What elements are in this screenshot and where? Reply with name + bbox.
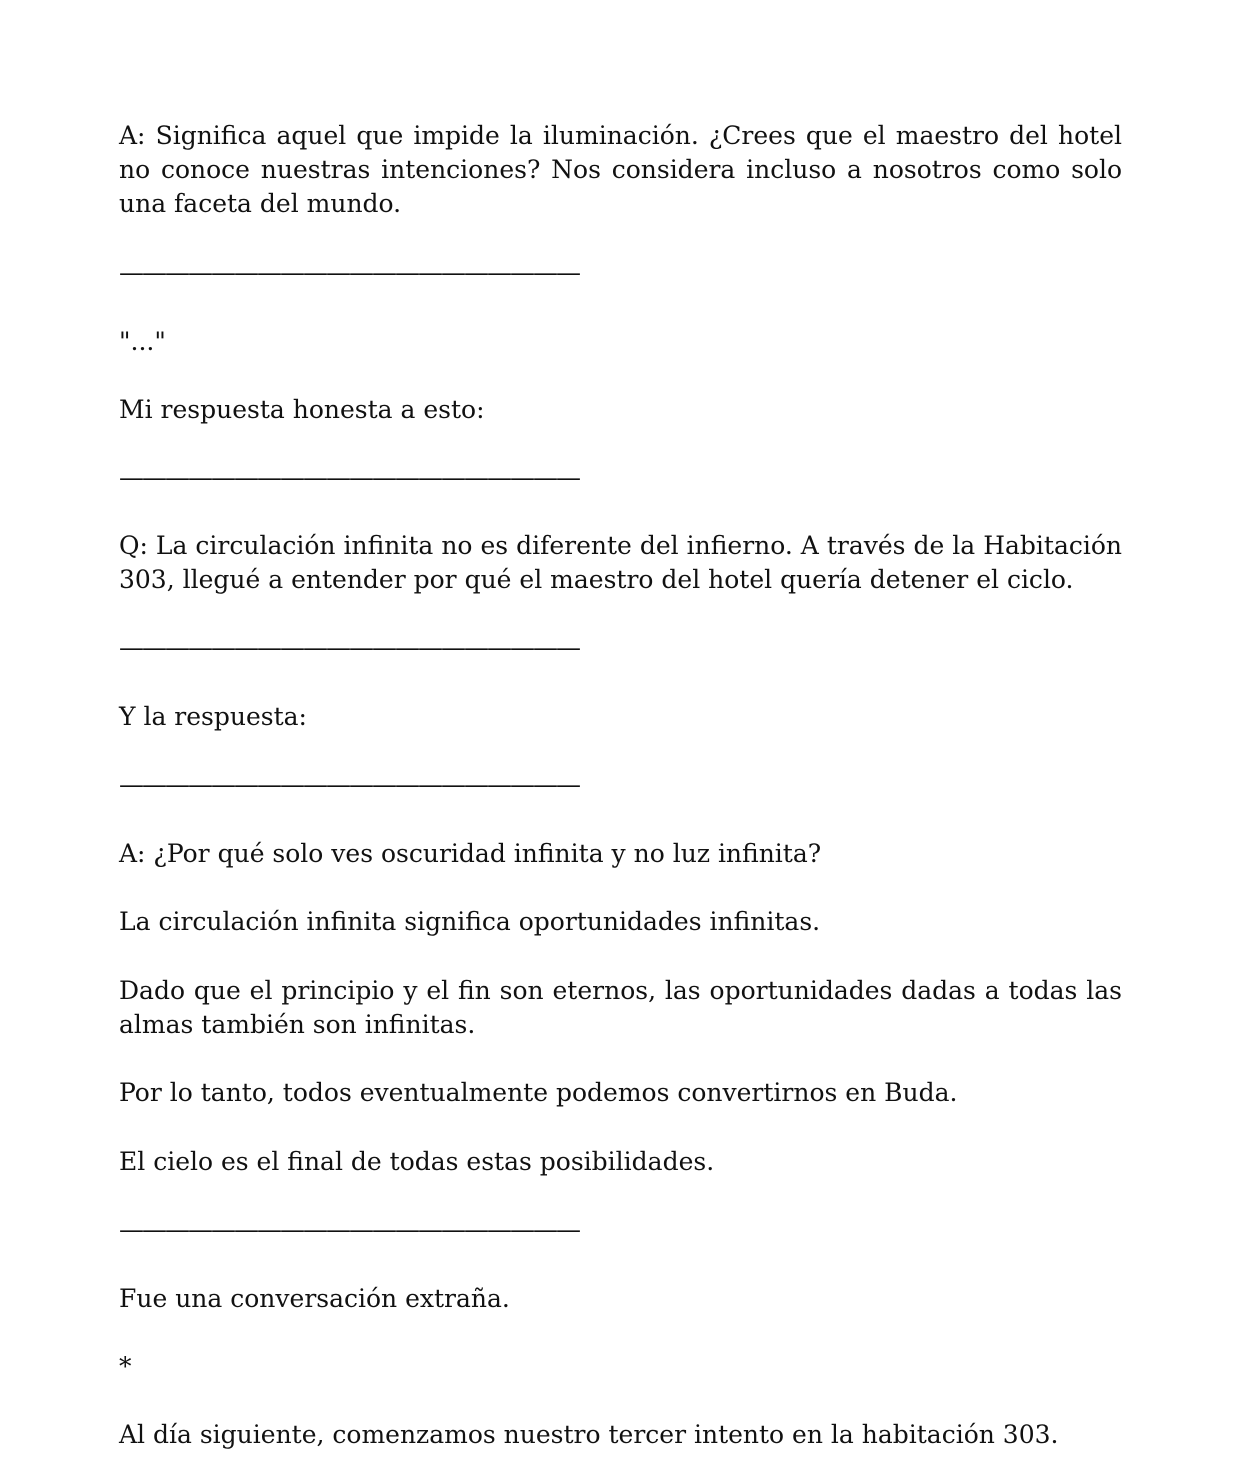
separator-line: ———————————————————— [119, 1215, 579, 1244]
scene-break-asterisk: * [119, 1352, 132, 1381]
separator-line: ———————————————————— [119, 633, 579, 662]
separator-line: ———————————————————— [119, 258, 579, 287]
paragraph-answer-darkness-light: A: ¿Por qué solo ves oscuridad infinita y no luz infinita? [119, 839, 822, 868]
separator-line: ———————————————————— [119, 463, 579, 492]
paragraph-heaven-end: El cielo es el final de todas estas posibilidades. [119, 1147, 715, 1176]
paragraph-answer-illumination: A: Significa aquel que impide la iluminación. ¿Crees que el maestro del hotel no conoce nuestras intenciones? Nos considera incluso a nosotros como solo una faceta del mundo. [119, 121, 1122, 218]
separator-line: ———————————————————— [119, 770, 579, 799]
paragraph-become-buddha: Por lo tanto, todos eventualmente podemos convertirnos en Buda. [119, 1078, 958, 1107]
document-page [119, 0, 1122, 1460]
paragraph-question-infinite-circulation: Q: La circulación infinita no es diferente del infierno. A través de la Habitación 303, llegué a entender por qué el maestro del hotel quería detener el ciclo. [119, 531, 1122, 594]
paragraph-and-the-answer: Y la respuesta: [119, 702, 307, 731]
paragraph-infinite-opportunities: La circulación infinita significa oportunidades infinitas. [119, 907, 821, 936]
paragraph-ellipsis-quote: "..." [119, 327, 166, 356]
paragraph-beginning-and-end: Dado que el principio y el fin son eternos, las oportunidades dadas a todas las almas también son infinitas. [119, 976, 1122, 1039]
paragraph-third-attempt: Al día siguiente, comenzamos nuestro tercer intento en la habitación 303. [119, 1420, 1059, 1449]
paragraph-strange-conversation: Fue una conversación extraña. [119, 1284, 510, 1313]
paragraph-honest-answer: Mi respuesta honesta a esto: [119, 395, 485, 424]
